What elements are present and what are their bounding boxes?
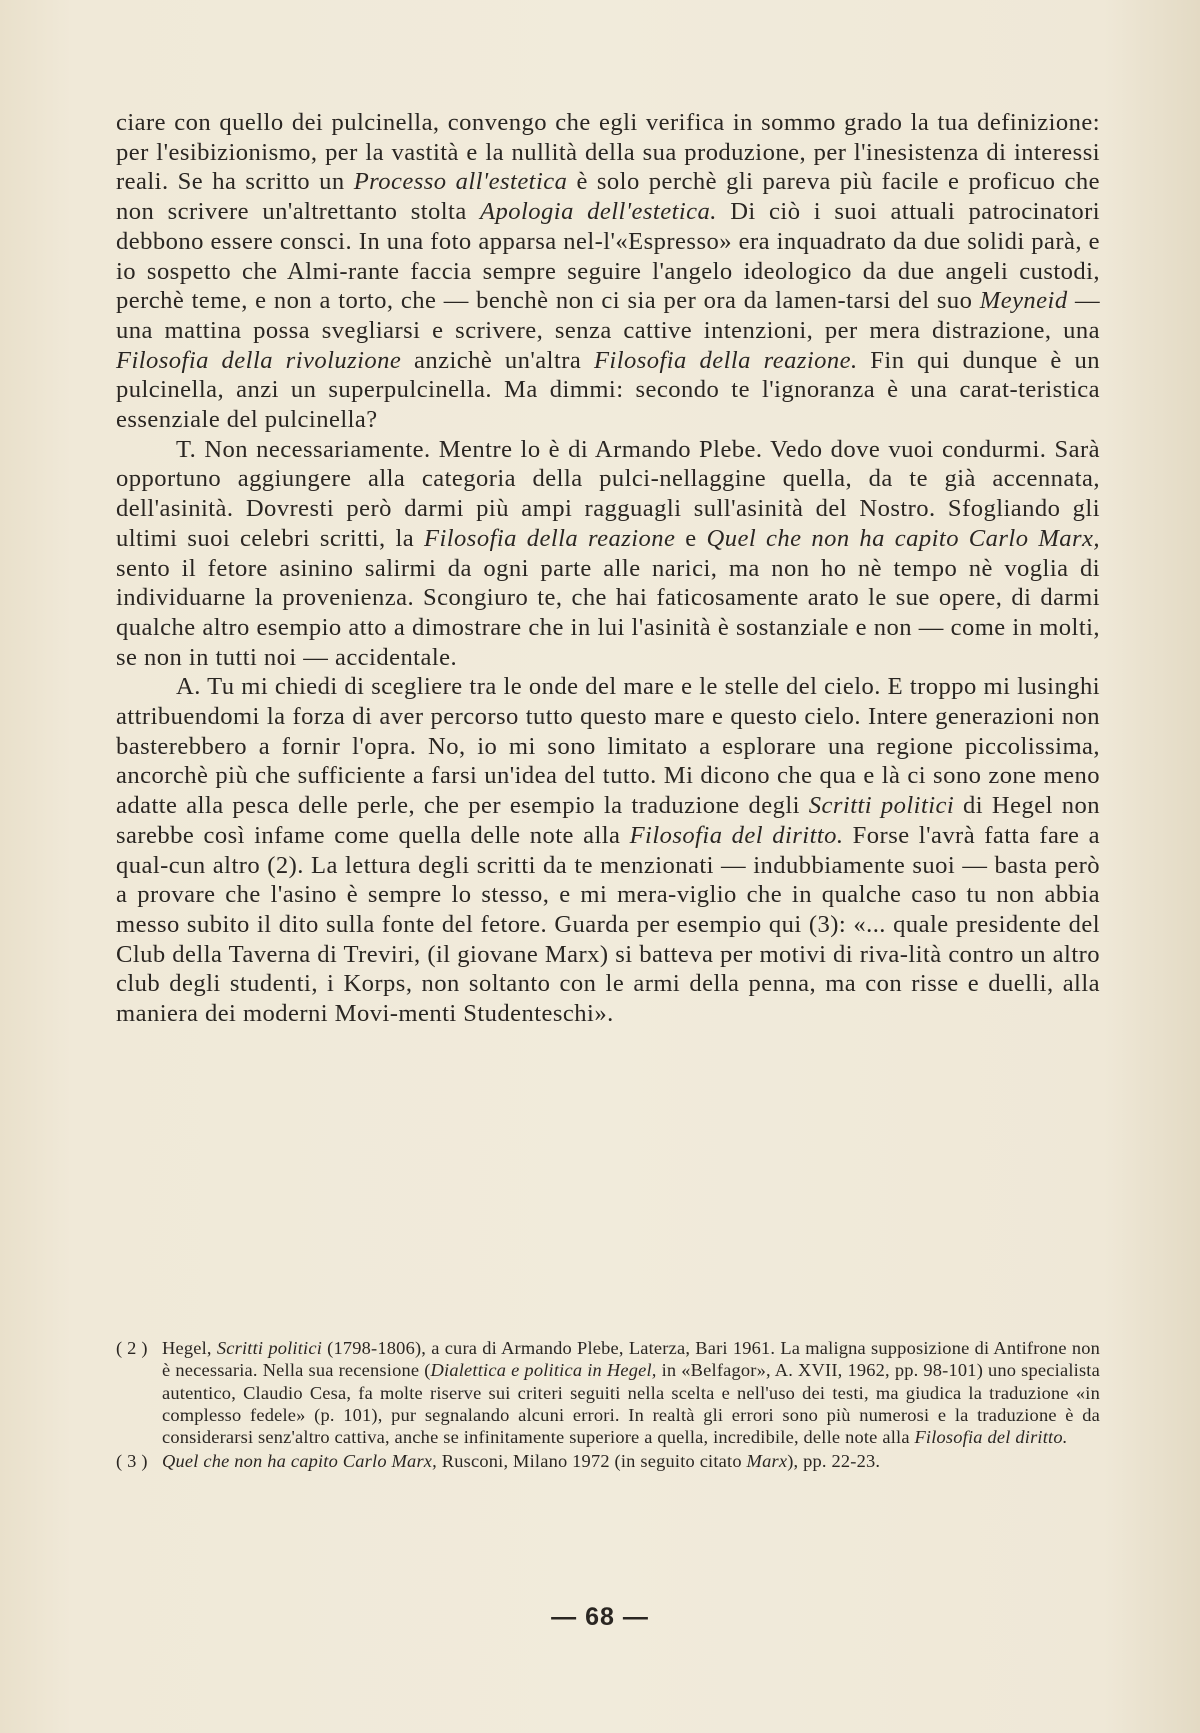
book-title: Apologia dell'estetica.	[480, 198, 717, 226]
footnote-number: ( 3 )	[116, 1451, 148, 1472]
book-title: Processo all'estetica	[353, 168, 568, 196]
book-title: Filosofia della reazione	[424, 524, 676, 552]
book-title: Meyneid	[979, 287, 1068, 315]
footnote-text: Hegel, Scritti politici (1798-1806), a cura di Armando Plebe, Laterza, Bari 1961. La maligna supposizione di Antifrone non è necessaria. Nella sua recensione (Dialettica e politica in Hegel, in «Belfagor», A. XVII, 1962, pp. 98-101) uno specialista autentico, Claudio Cesa, fa molte riserve sui criteri seguiti nella scelta e nell'uso dei testi, ma giudica la traduzione «in complesso fedele» (p. 101), pur segnalando alcuni errori. In realtà gli errori sono più numerosi e la traduzione è da considerarsi senz'altro cattiva, anche se infinitamente superiore a quella, incredibile, delle note alla Filosofia del diritto.	[162, 1338, 1101, 1448]
page-number: — 68 —	[551, 1603, 649, 1631]
book-title: Scritti politici	[808, 792, 955, 820]
main-text	[116, 108, 1100, 1029]
footnote-2	[116, 1337, 1100, 1448]
book-title: Filosofia del diritto.	[629, 821, 844, 849]
paragraph-continuation: ciare con quello dei pulcinella, convengo che egli verifica in sommo grado la tua definizione: per l'esibizionismo, per la vastità e la nullità della sua produzione, per l'inesistenza di interessi reali. Se ha scritto un Processo all'estetica è solo perchè gli pareva più facile e proficuo che non scrivere un'altrettanto stolta Apologia dell'estetica. Di ciò i suoi attuali patrocinatori debbono essere consci. In una foto apparsa nel-l'«Espresso» era inquadrato da due solidi parà, e io sospetto che Almi-rante faccia sempre seguire l'angelo ideologico da due angeli custodi, perchè teme, e non a torto, che — benchè non ci sia per ora da lamen-tarsi del suo Meyneid — una mattina possa svegliarsi e scrivere, senza cattive intenzioni, per mera distrazione, una Filosofia della rivoluzione anzichè un'altra Filosofia della reazione. Fin qui dunque è un pulcinella, anzi un superpulcinella. Ma dimmi: secondo te l'ignoranza è una carat-teristica essenziale del pulcinella?	[116, 109, 1100, 434]
book-title: Filosofia della reazione.	[593, 346, 858, 374]
book-title: Filosofia della rivoluzione	[116, 346, 402, 374]
book-title: Quel che non ha capito Carlo Marx,	[706, 524, 1100, 552]
paragraph-a: A. Tu mi chiedi di scegliere tra le onde del mare e le stelle del cielo. E troppo mi lusinghi attribuendomi la forza di aver percorso tutto questo mare e questo cielo. Intere generazioni non basterebbero a fornir l'opra. No, io mi sono limitato a esplorare una regione piccolissima, ancorchè più che sufficiente a farsi un'idea del tutto. Mi dicono che qua e là ci sono zone meno adatte alla pesca delle perle, che per esempio la traduzione degli Scritti politici di Hegel non sarebbe così infame come quella delle note alla Filosofia del diritto. Forse l'avrà fatta fare a qual-cun altro (2). La lettura degli scritti da te menzionati — indubbiamente suoi — basta però a provare che l'asino è sempre lo stesso, e mi mera-viglio che in qualche caso tu non abbia messo subito il dito sulla fonte del fetore. Guarda per esempio qui (3): «... quale presidente del Club della Taverna di Treviri, (il giovane Marx) si batteva per motivi di riva-lità contro un altro club degli studenti, i Korps, non soltanto con le armi della penna, ma con risse e duelli, alla maniera dei moderni Movi-menti Studenteschi».	[116, 673, 1101, 1028]
paragraph-t: T. Non necessariamente. Mentre lo è di Armando Plebe. Vedo dove vuoi condurmi. Sarà opportuno aggiungere alla categoria della pulci-nellaggine quella, da te già accennata, dell'asinità. Dovresti però darmi più ampi ragguagli sull'asinità del Nostro. Sfogliando gli ultimi suoi celebri scritti, la Filosofia della reazione e Quel che non ha capito Carlo Marx, sento il fetore asinino salirmi da ogni parte alle narici, ma non ho nè tempo nè voglia di individuarne la provenienza. Scongiuro te, che hai faticosamente arato le sue opere, di darmi qualche altro esempio atto a dimostrare che in lui l'asinità è sostanziale e non — come in molti, se non in tutti noi — accidentale.	[116, 435, 1100, 671]
footnote-text: Quel che non ha capito Carlo Marx, Rusconi, Milano 1972 (in seguito citato Marx), pp. 22-23.	[162, 1451, 881, 1472]
footnote-3	[116, 1450, 1100, 1472]
footnote-number: ( 2 )	[116, 1338, 148, 1358]
footnotes	[116, 1337, 1100, 1475]
